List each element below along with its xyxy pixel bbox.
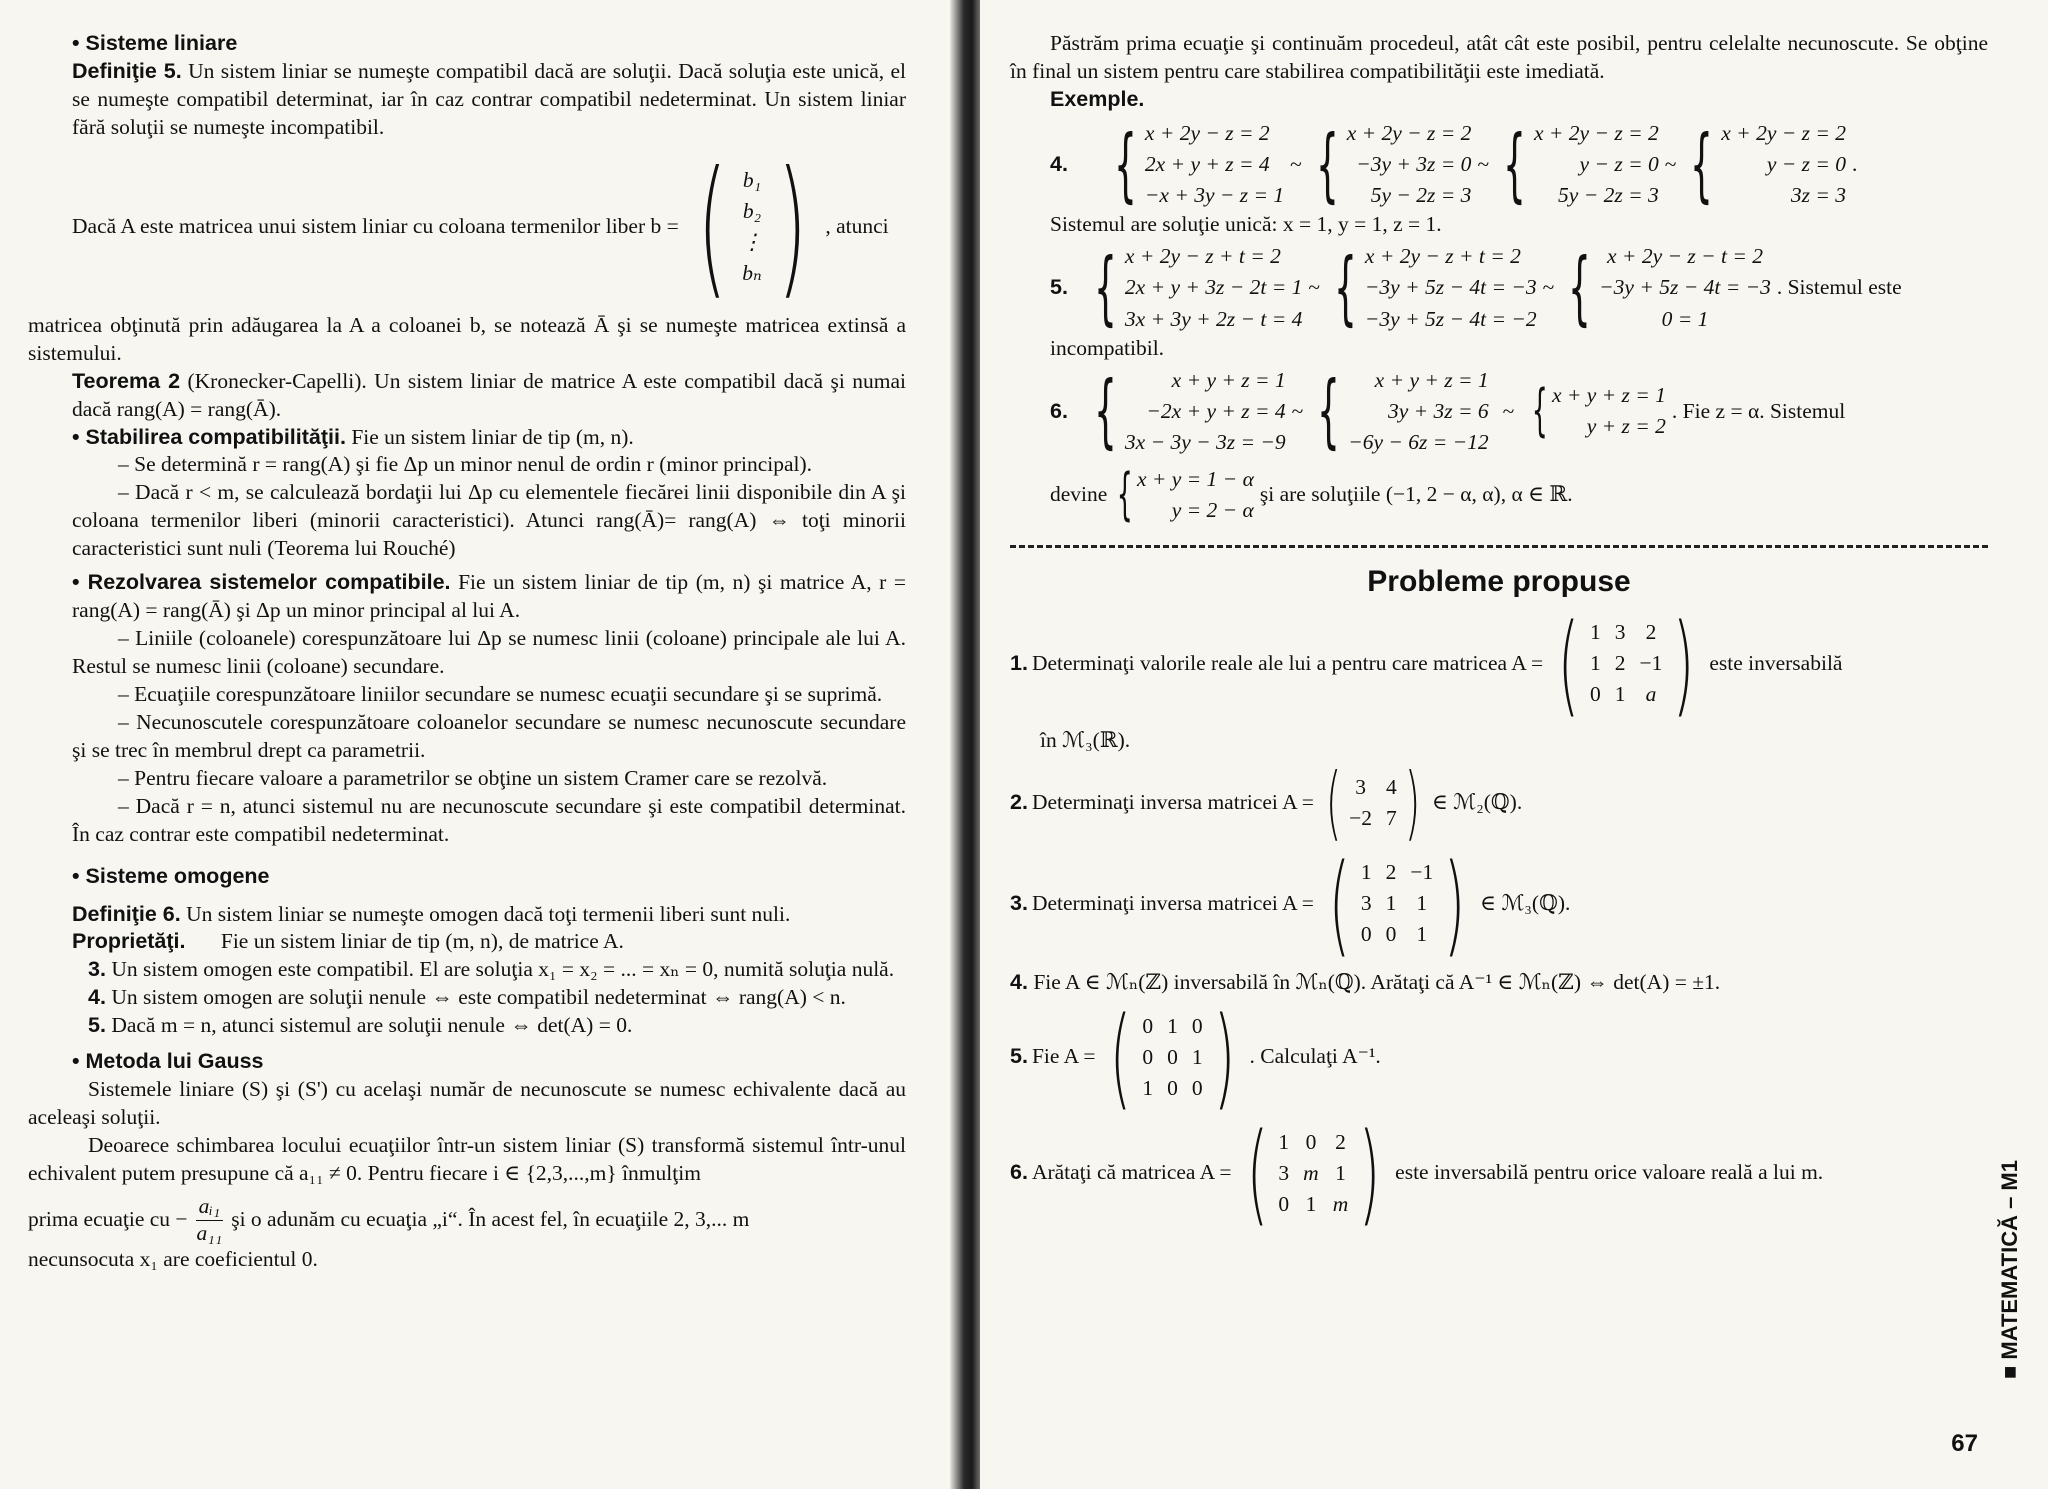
matrix-entry: 3 — [1614, 620, 1626, 645]
matrix-entry: −2 — [1349, 805, 1373, 830]
matrix-entry: 4 — [1386, 774, 1397, 799]
system: { x + y + z = 1 −2x + y + z = 4 3x − 3y − 3z = −9 — [1093, 364, 1286, 458]
matrix-entry: 0 — [1360, 922, 1372, 947]
equation: x + y + z = 1 — [1171, 367, 1286, 392]
system: { x + 2y − z + t = 2 −3y + 5z − 4t = −3 −3y + 5z − 4t = −2 — [1334, 241, 1537, 335]
equation: −3y + 5z − 4t = −2 — [1364, 306, 1537, 331]
matrix-entry: 0 — [1167, 1075, 1178, 1100]
problem-3 — [1010, 839, 1988, 968]
matrix-entry: 0 — [1278, 1191, 1290, 1216]
theorem-2-label: Teorema 2 — [72, 368, 181, 393]
matrix-entry: 1 — [1385, 891, 1397, 915]
solving-label: • Rezolvarea sistemelor compatibile. — [72, 570, 451, 595]
compatibility-label: • Stabilirea compatibilităţii. — [72, 424, 346, 449]
vector-b: ( b₁ b₂ ⋮ bₙ ) — [697, 139, 807, 314]
matrix-then: , atunci — [825, 213, 889, 238]
equation: x + y = 1 − α — [1136, 467, 1254, 492]
matrix-entry: 1 — [1360, 859, 1372, 884]
equation: 2x + y + 3z − 2t = 1 — [1124, 275, 1303, 300]
period: . — [1852, 151, 1858, 176]
problem-5-number: 5. — [1010, 1044, 1028, 1069]
gauss-paragraph-1: Sistemele liniare (S) şi (S') cu acelaşi număr de necunoscute se numesc echivalente dacă au aceleaşi soluţii. — [28, 1077, 906, 1130]
side-label: ■ MATEMATICĂ – M1 — [1997, 1160, 2022, 1380]
example-6-number: 6. — [1050, 398, 1068, 423]
problem-1 — [1010, 599, 1988, 728]
heading-sisteme-liniare: • Sisteme liniare — [72, 31, 238, 55]
heading-metoda-gauss: • Metoda lui Gauss — [72, 1049, 264, 1074]
matrix-entry: 3 — [1355, 774, 1366, 799]
compatibility-step-1: – Se determină r = rang(A) şi fie Δp un minor nenul de ordin r (minor principal). — [118, 452, 813, 477]
definition-5-label: Definiţie 5. — [72, 58, 182, 83]
problem-5-text: Fie A = — [1031, 1044, 1096, 1069]
fraction-numerator: aᵢ₁ — [196, 1194, 224, 1221]
equation: x + 2y − z = 2 — [1144, 120, 1270, 145]
matrix-entry: 0 — [1142, 1044, 1154, 1069]
matrix: ( 1 2 −1 3 1 1 0 0 1 ) — [1328, 839, 1466, 968]
theorem-2-text: (Kronecker-Capelli). Un sistem liniar de matrice A este compatibil dacă şi numai dacă rang(A) = rang(Ā). — [72, 368, 906, 421]
matrix-entry: 1 — [1335, 1160, 1346, 1185]
properties — [28, 928, 906, 956]
matrix-entry: 0 — [1191, 1075, 1203, 1100]
matrix-entry: −1 — [1410, 859, 1434, 884]
system: { x + 2y − z = 2 −3y + 3z = 0 5y − 2z = 3 — [1315, 117, 1472, 211]
equation: x + 2y − z + t = 2 — [1364, 244, 1521, 269]
problem-6-after: este inversabilă pentru orice valoare reală a lui m. — [1395, 1160, 1824, 1185]
equivalence-tilde: ~ — [1664, 151, 1677, 176]
equation: 0 = 1 — [1661, 306, 1709, 331]
matrix-entry: 1 — [1416, 891, 1428, 915]
definition-6 — [28, 901, 906, 929]
matrix-entry: 3 — [1278, 1160, 1290, 1185]
matrix-entry: m — [1332, 1191, 1349, 1216]
example-6-continuation — [1010, 464, 1988, 526]
matrix-entry: 1 — [1590, 651, 1601, 676]
solving-step-5: – Dacă r = n, atunci sistemul nu are necunoscute secundare şi este compatibil determinat. În caz contrar este compatibil nedeterminat. — [72, 793, 906, 846]
matrix-entry: 1 — [1167, 1013, 1178, 1038]
solving-step-2: – Ecuaţiile corespunzătoare liniilor secundare se numesc ecuaţii secundare şi se suprimă. — [118, 681, 883, 706]
matrix-entry: −1 — [1639, 651, 1663, 676]
problem-5-after: . Calculaţi A⁻¹. — [1249, 1044, 1381, 1069]
problem-4-number: 4. — [1010, 969, 1028, 994]
example-4-number: 4. — [1050, 151, 1068, 176]
solving-step-3: – Necunoscutele corespunzătoare coloanelor secundare se numesc necunoscute secundare şi se trec în membrul drept ca parametrii. — [72, 709, 906, 762]
matrix-entry: 1 — [1142, 1075, 1154, 1100]
matrix: ( 3 4 −2 7 ) — [1325, 755, 1421, 849]
left-page — [0, 0, 958, 1489]
equation: x + 2y − z = 2 — [1346, 120, 1472, 145]
vector-entry: b₂ — [742, 198, 762, 223]
property-5-text: Dacă m = n, atunci sistemul are soluţii nenule ⇔ det(A) = 0. — [111, 1013, 633, 1038]
properties-label: Proprietăţi. — [72, 929, 186, 954]
equation: 3y + 3z = 6 — [1387, 398, 1489, 423]
matrix: ( 1 0 2 3 m 1 0 1 m ) — [1246, 1109, 1381, 1238]
matrix-entry: 1 — [1614, 682, 1626, 707]
problem-3-number: 3. — [1010, 890, 1028, 915]
solving-step-4: – Pentru fiecare valoare a parametrilor se obţine un sistem Cramer care se rezolvă. — [118, 765, 828, 790]
system: { x + 2y − z + t = 2 2x + y + 3z − 2t = 1 3x + 3y + 2z − t = 4 — [1093, 241, 1303, 335]
vector-entry: ⋮ — [741, 229, 763, 254]
example-4-result: Sistemul are soluţie unică: x = 1, y = 1, z = 1. — [1050, 212, 1442, 237]
gauss-paragraph-3 — [28, 1194, 906, 1247]
example-6-result: şi are soluţiile (−1, 2 − α, α), α ∈ ℝ. — [1259, 482, 1573, 507]
property-4 — [28, 984, 906, 1012]
matrix-entry: 2 — [1645, 620, 1657, 645]
example-5-result: incompatibil. — [1050, 335, 1165, 360]
definition-5-text: Un sistem liniar se numeşte compatibil dacă are soluţii. Dacă soluţia este unică, el se numeşte compatibil determinat, iar în caz contrar compatibil nedeterminat. Un sistem liniar fără soluţii se numeşte incompatibil. — [72, 58, 907, 139]
equation: 5y − 2z = 3 — [1370, 183, 1472, 208]
problem-1-after: este inversabilă — [1709, 650, 1843, 675]
property-3-text: Un sistem omogen este compatibil. El are soluţia x₁ = x₂ = ... = xₙ = 0, numită soluţia nulă. — [111, 957, 895, 982]
matrix: ( 1 3 2 1 2 −1 0 1 a ) — [1557, 599, 1695, 728]
matrix: ( 0 1 0 0 0 1 1 0 0 ) — [1110, 993, 1235, 1122]
vector-entry: bₙ — [742, 260, 762, 285]
property-5-number: 5. — [88, 1013, 106, 1038]
equation: −2x + y + z = 4 — [1146, 398, 1286, 423]
compatibility-heading — [28, 424, 906, 452]
equation: −x + 3y − z = 1 — [1144, 183, 1285, 208]
matrix-entry: 1 — [1416, 922, 1428, 947]
problem-6-text: Arătaţi că matricea A = — [1031, 1160, 1232, 1185]
equivalence-tilde: ~ — [1542, 275, 1555, 300]
example-5 — [1010, 241, 1988, 335]
solving-text: Fie un sistem liniar de tip (m, n) şi matrice A, r = rang(A) = rang(Ā) şi Δp un minor principal al lui A. — [72, 570, 907, 623]
right-page — [980, 0, 2048, 1489]
equation: 2x + y + z = 4 — [1144, 151, 1270, 176]
compatibility-step-2: – Dacă r < m, se calculează bordaţii lui Δp cu elementele fiecărei linii disponibile din A şi coloana termenilor liberi (minorii caracteristici). Atunci rang(Ā)= rang(A) ⇔ toţi minorii caracteristici sunt nuli (Teorema lui Rouché) — [72, 480, 906, 561]
page-number: 67 — [1951, 1429, 1978, 1457]
gauss-paragraph-2: Deoarece schimbarea locului ecuaţiilor într-un sistem liniar (S) transformă sistemul într-unul echivalent putem presupune că a₁₁ ≠ 0. Pentru fiecare i ∈ {2,3,...,m} înmulţim — [28, 1133, 906, 1185]
problem-5 — [1010, 993, 1988, 1122]
property-3 — [28, 956, 906, 984]
equivalence-tilde: ~ — [1477, 151, 1490, 176]
equation: 3x + 3y + 2z − t = 4 — [1124, 306, 1303, 331]
theorem-2 — [28, 368, 906, 424]
equation: x + 2y − z = 2 — [1533, 120, 1659, 145]
equation: 3x − 3y − 3z = −9 — [1124, 430, 1286, 455]
matrix-entry: 7 — [1386, 805, 1397, 830]
equation: x + 2y − z − t = 2 — [1607, 244, 1763, 269]
problem-2-after: ∈ ℳ₂(ℚ). — [1432, 789, 1523, 814]
problem-3-after: ∈ ℳ₃(ℚ). — [1480, 890, 1571, 915]
property-4-text: Un sistem omogen are soluţii nenule ⇔ este compatibil nedeterminat ⇔ rang(A) < n. — [111, 985, 846, 1010]
equation: x + 2y − z = 2 — [1721, 120, 1846, 145]
section-divider — [1010, 545, 1988, 548]
equation: x + 2y − z + t = 2 — [1124, 244, 1281, 269]
matrix-intro: Dacă A este matricea unui sistem liniar cu coloana termenilor liber b = — [72, 213, 679, 238]
equation: 5y − 2z = 3 — [1558, 183, 1659, 208]
definition-6-label: Definiţie 6. — [72, 901, 181, 926]
matrix-entry: 0 — [1191, 1013, 1203, 1038]
problem-1-text: Determinaţi valorile reale ale lui a pentru care matricea A = — [1031, 650, 1544, 675]
system: { x + 2y − z = 2 y − z = 0 5y − 2z = 3 — [1503, 117, 1659, 211]
vector-b-entries — [741, 166, 763, 288]
equation: −3y + 3z = 0 — [1356, 151, 1472, 176]
matrix-entry: 0 — [1305, 1129, 1317, 1154]
property-5 — [28, 1012, 906, 1040]
matrix-entry: 0 — [1590, 682, 1601, 707]
system: { x + y + z = 1 y + z = 2 — [1532, 378, 1666, 444]
matrix-entry: 0 — [1385, 922, 1397, 947]
matrix-entry: 0 — [1142, 1013, 1154, 1038]
gauss-continuation: Păstrăm prima ecuaţie şi continuăm procedeul, atât cât este posibil, pentru celelalte necunoscute. Se obţine în final un sistem pentru care stabilirea compatibilităţii este imediată. — [1010, 31, 1988, 83]
equation: x + y + z = 1 — [1374, 367, 1489, 392]
problem-2-number: 2. — [1010, 789, 1028, 814]
problem-1-end: în ℳ₃(ℝ). — [1040, 727, 1131, 752]
matrix-entry: 2 — [1614, 651, 1626, 676]
equation: x + y + z = 1 — [1551, 383, 1666, 408]
problem-3-text: Determinaţi inversa matricei A = — [1031, 890, 1314, 915]
extended-matrix-text: matricea obţinută prin adăugarea la A a coloanei b, se notează Ā şi se numeşte matricea extinsă a sistemului. — [28, 312, 906, 365]
examples-heading: Exemple. — [1050, 86, 1145, 111]
equivalence-tilde: ~ — [1308, 275, 1321, 300]
compatibility-text: Fie un sistem liniar de tip (m, n). — [351, 424, 634, 449]
matrix-entry: 1 — [1191, 1044, 1203, 1069]
system: { x + 2y − z = 2 y − z = 0 3z = 3 — [1690, 117, 1846, 211]
equation: y − z = 0 — [1766, 151, 1846, 176]
example-6 — [1010, 365, 1988, 459]
properties-text: Fie un sistem liniar de tip (m, n), de matrice A. — [220, 929, 624, 954]
problem-2 — [1010, 755, 1988, 849]
equivalence-tilde: ~ — [1291, 398, 1304, 423]
example-6-devine: devine — [1050, 482, 1108, 507]
matrix-entry: 1 — [1590, 620, 1601, 645]
system: { x + y = 1 − α y = 2 − α — [1117, 462, 1254, 528]
example-6-after: . Fie z = α. Sistemul — [1671, 398, 1846, 423]
problem-2-text: Determinaţi inversa matricei A = — [1031, 789, 1314, 814]
vector-entry: b₁ — [742, 167, 762, 192]
equation: −3y + 5z − 4t = −3 — [1599, 275, 1771, 300]
equation: y − z = 0 — [1579, 151, 1659, 176]
example-4 — [1010, 118, 1988, 212]
gauss-text-a: prima ecuaţie cu − — [28, 1207, 188, 1232]
problem-6-number: 6. — [1010, 1160, 1028, 1185]
gauss-text-b: şi o adunăm cu ecuaţia „i“. În acest fel, în ecuaţiile 2, 3,... m — [231, 1207, 750, 1232]
matrix-entry: 3 — [1360, 891, 1372, 915]
equation: 3z = 3 — [1790, 183, 1846, 208]
equation: −6y − 6z = −12 — [1348, 430, 1489, 455]
equivalence-tilde: ~ — [1502, 398, 1515, 423]
equivalence-tilde: ~ — [1290, 151, 1302, 176]
matrix-entry: m — [1303, 1160, 1319, 1185]
problem-6 — [1010, 1109, 1988, 1238]
problems-title: Probleme propuse — [1367, 564, 1631, 598]
system: { x + 2y − z − t = 2 −3y + 5z − 4t = −3 0 = 1 — [1568, 241, 1771, 335]
problem-4-text: Fie A ∈ ℳₙ(ℤ) inversabilă în ℳₙ(ℚ). Arătaţi că A⁻¹ ∈ ℳₙ(ℤ) ⇔ det(A) = ±1. — [1033, 969, 1721, 994]
heading-sisteme-omogene: • Sisteme omogene — [72, 863, 270, 888]
equation: y + z = 2 — [1586, 414, 1666, 439]
solving-step-1: – Liniile (coloanele) corespunzătoare lui Δp se numesc linii (coloane) principale ale lui A. Restul se numesc linii (coloane) secundare. — [72, 626, 906, 678]
matrix-entry: 1 — [1278, 1129, 1290, 1154]
example-5-number: 5. — [1050, 275, 1068, 300]
problem-4 — [1010, 969, 1988, 997]
system: { x + 2y − z = 2 2x + y + z = 4 −x + 3y − z = 1 — [1113, 117, 1285, 211]
matrix-entry: a — [1645, 682, 1657, 707]
matrix-entry: 0 — [1167, 1044, 1178, 1069]
matrix-entry: 2 — [1335, 1129, 1346, 1154]
solving-heading — [28, 569, 906, 625]
gauss-fraction — [196, 1194, 224, 1247]
matrix-entry: 1 — [1305, 1191, 1317, 1216]
definition-6-text: Un sistem liniar se numeşte omogen dacă toţi termenii liberi sunt nuli. — [186, 901, 791, 926]
fraction-denominator: a₁₁ — [196, 1220, 223, 1245]
matrix-entry: 2 — [1385, 859, 1397, 884]
equation: −3y + 5z − 4t = −3 — [1364, 275, 1537, 300]
column-vector-line — [28, 139, 906, 314]
property-3-number: 3. — [88, 957, 106, 982]
property-4-number: 4. — [88, 985, 106, 1010]
system: { x + y + z = 1 3y + 3z = 6 −6y − 6z = −12 — [1317, 364, 1489, 458]
equation: y = 2 − α — [1171, 498, 1254, 523]
problem-1-number: 1. — [1010, 650, 1028, 675]
definition-5 — [28, 58, 906, 142]
gauss-paragraph-4: necunsocuta x₁ are coeficientul 0. — [28, 1247, 318, 1272]
example-5-after: . Sistemul este — [1776, 275, 1902, 300]
